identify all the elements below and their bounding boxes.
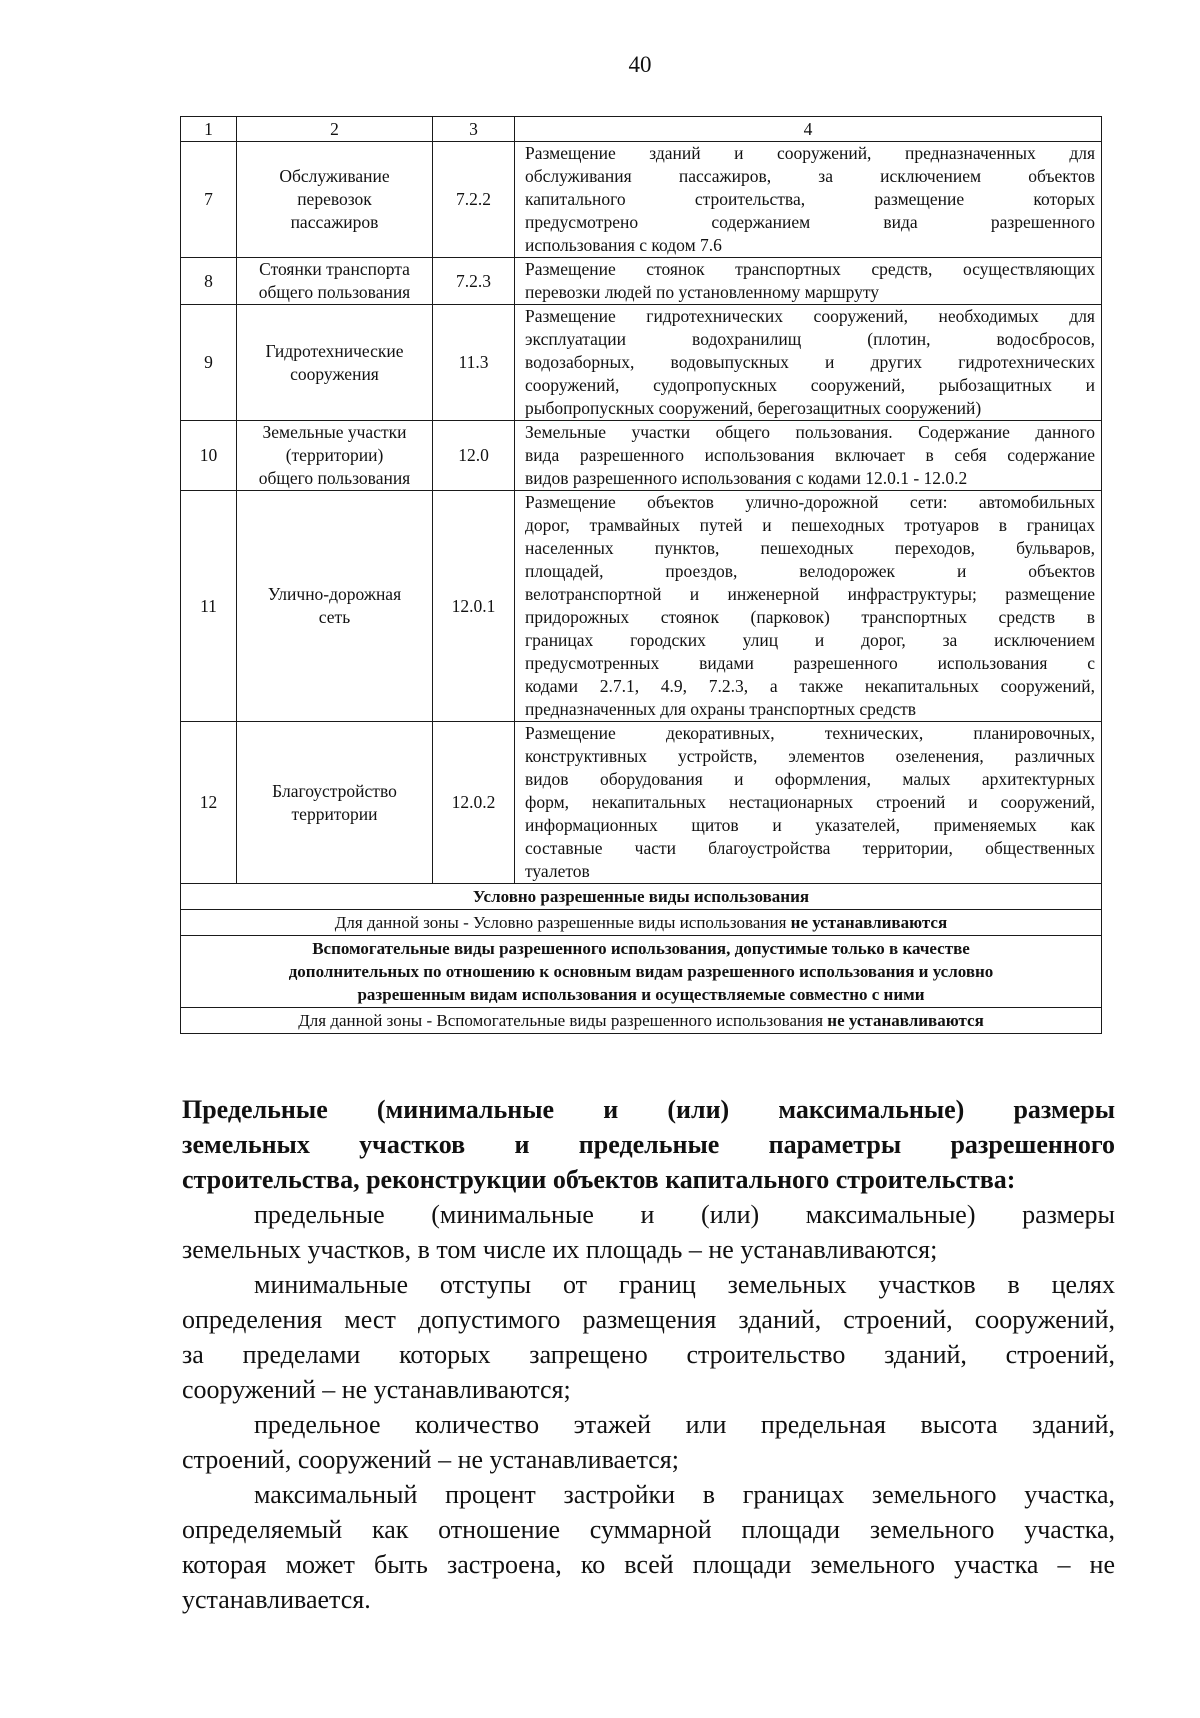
use-type-name: Земельные участки (территории) общего пользования — [237, 421, 433, 491]
table-row — [181, 491, 1102, 722]
table-row — [181, 258, 1102, 305]
row-number: 12 — [181, 722, 237, 884]
table-row — [181, 421, 1102, 491]
paragraph: максимальный процент застройки в границах земельного участка, определяемый как отношение суммарной площади земельного участка, которая может быть застроена, ко всей площади земельного участка – не устанавливается. — [182, 1480, 1115, 1614]
paragraph: предельное количество этажей или предельная высота зданий, строений, сооружений – не устанавливается; — [182, 1410, 1115, 1474]
table-row — [181, 305, 1102, 421]
parameters-section — [182, 1092, 1115, 1617]
row-number: 9 — [181, 305, 237, 421]
column-header: 2 — [237, 117, 433, 142]
use-type-description: Размещение декоративных, технических, планировочных, конструктивных устройств, элементов озеленения, различных видов оборудования и оформления, малых архитектурных форм, некапитальных нестационарных строений и сооружений, информационных щитов и указателей, применяемых как составные части благоустройства территории, общественных туалетов — [515, 722, 1102, 884]
use-type-name: Благоустройство территории — [237, 722, 433, 884]
column-header: 3 — [433, 117, 515, 142]
use-type-name: Стоянки транспорта общего пользования — [237, 258, 433, 305]
table-row — [181, 722, 1102, 884]
conditional-uses-note: Для данной зоны - Условно разрешенные виды использования не устанавливаются — [181, 910, 1102, 936]
use-type-name: Гидротехнические сооружения — [237, 305, 433, 421]
use-type-description: Размещение гидротехнических сооружений, необходимых для эксплуатации водохранилищ (плотин, водосбросов, водозаборных, водовыпускных и других гидротехнических сооружений, судопропускных сооружений, рыбозащитных и рыбопропускных сооружений, берегозащитных сооружений) — [515, 305, 1102, 421]
table-header-row — [181, 117, 1102, 142]
row-number: 10 — [181, 421, 237, 491]
use-type-code: 7.2.3 — [433, 258, 515, 305]
use-type-code: 7.2.2 — [433, 142, 515, 258]
paragraph: минимальные отступы от границ земельных участков в целях определения мест допустимого размещения зданий, строений, сооружений, за пределами которых запрещено строительство зданий, строений, сооружений – не устанавливаются; — [182, 1270, 1115, 1404]
table-row — [181, 1008, 1102, 1034]
table-row — [181, 142, 1102, 258]
column-header: 4 — [515, 117, 1102, 142]
auxiliary-uses-heading: Вспомогательные виды разрешенного использования, допустимые только в качестве дополнительных по отношению к основным видам разрешенного использования и условно разрешенным видам использования и осуществляемые совместно с ними — [181, 936, 1102, 1008]
use-type-description: Размещение объектов улично-дорожной сети: автомобильных дорог, трамвайных путей и пешеходных тротуаров в границах населенных пунктов, пешеходных переходов, бульваров, площадей, проездов, велодорожек и объектов велотранспортной и инженерной инфраструктуры; размещение придорожных стоянок (парковок) транспортных средств в границах городских улиц и дорог, за исключением предусмотренных видами разрешенного использования с кодами 2.7.1, 4.9, 7.2.3, а также некапитальных сооружений, предназначенных для охраны транспортных средств — [515, 491, 1102, 722]
use-type-description: Земельные участки общего пользования. Содержание данного вида разрешенного использования включает в себя содержание видов разрешенного использования с кодами 12.0.1 - 12.0.2 — [515, 421, 1102, 491]
land-use-table — [180, 116, 1102, 1034]
use-type-code: 12.0.1 — [433, 491, 515, 722]
use-type-description: Размещение стоянок транспортных средств, осуществляющих перевозки людей по установленному маршруту — [515, 258, 1102, 305]
parameters-heading: Предельные (минимальные и (или) максимальные) размеры земельных участков и предельные параметры разрешенного строительства, реконструкции объектов капитального строительства: — [182, 1095, 1115, 1194]
use-type-description: Размещение зданий и сооружений, предназначенных для обслуживания пассажиров, за исключением объектов капитального строительства, размещение которых предусмотрено содержанием вида разрешенного использования с кодом 7.6 — [515, 142, 1102, 258]
use-type-code: 11.3 — [433, 305, 515, 421]
row-number: 7 — [181, 142, 237, 258]
use-type-code: 12.0.2 — [433, 722, 515, 884]
use-type-name: Улично-дорожная сеть — [237, 491, 433, 722]
table-row — [181, 936, 1102, 1008]
page-number: 40 — [628, 52, 652, 77]
paragraph: предельные (минимальные и (или) максимальные) размеры земельных участков, в том числе их площадь – не устанавливаются; — [182, 1200, 1115, 1264]
column-header: 1 — [181, 117, 237, 142]
use-type-name: Обслуживание перевозок пассажиров — [237, 142, 433, 258]
table-row — [181, 884, 1102, 910]
use-type-code: 12.0 — [433, 421, 515, 491]
row-number: 11 — [181, 491, 237, 722]
table-row — [181, 910, 1102, 936]
conditional-uses-heading: Условно разрешенные виды использования — [181, 884, 1102, 910]
row-number: 8 — [181, 258, 237, 305]
auxiliary-uses-note: Для данной зоны - Вспомогательные виды разрешенного использования не устанавливаются — [181, 1008, 1102, 1034]
